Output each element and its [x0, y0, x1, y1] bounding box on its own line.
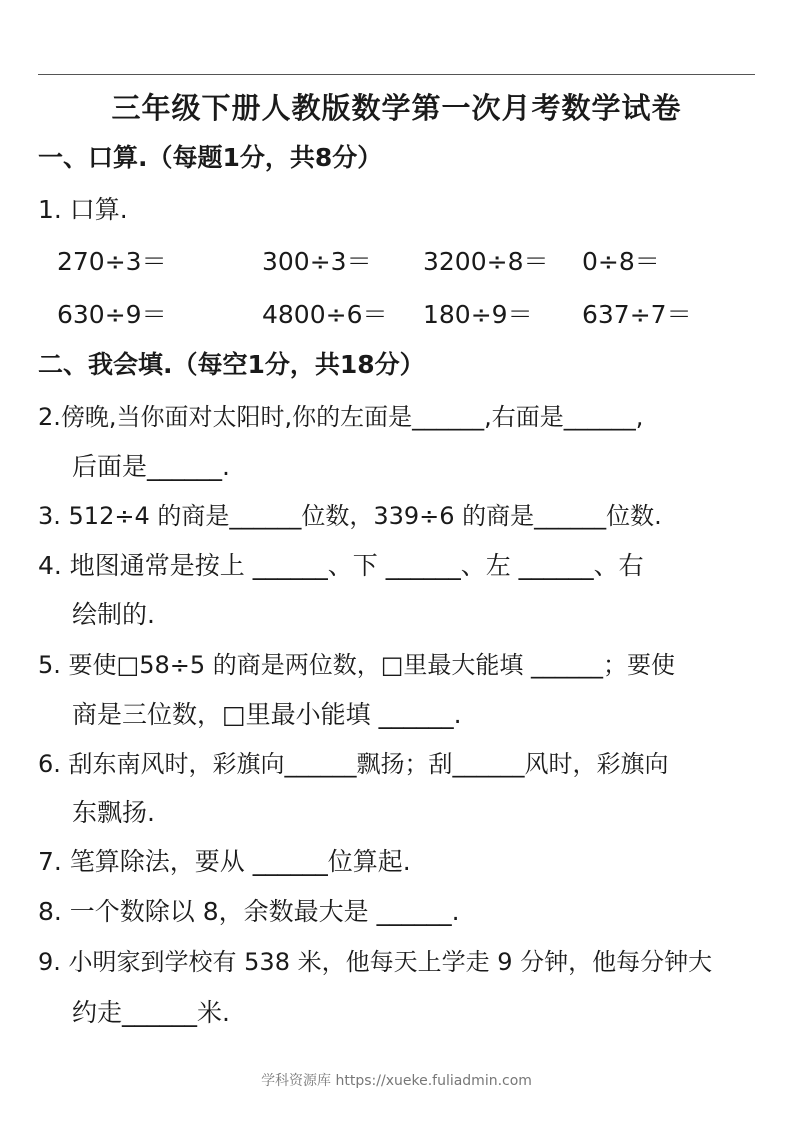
- question-4-line-1: 4. 地图通常是按上 ______、下 ______、左 ______、右: [38, 551, 644, 580]
- question-5-line-1: 5. 要使□58÷5 的商是两位数，□里最大能填 ______；要使: [38, 651, 676, 679]
- calc-item: 3200÷8＝: [423, 247, 549, 276]
- question-8: 8. 一个数除以 8，余数最大是 ______.: [38, 897, 460, 926]
- calc-item: 0÷8＝: [582, 247, 660, 276]
- question-7: 7. 笔算除法，要从 ______位算起.: [38, 847, 411, 876]
- question-9-line-2: 约走______米.: [72, 998, 230, 1027]
- question-2-line-1: 2.傍晚,当你面对太阳时,你的左面是______,右面是______,: [38, 403, 644, 431]
- question-4-line-2: 绘制的.: [72, 600, 155, 629]
- calc-item: 270÷3＝: [57, 247, 167, 276]
- question-6-line-1: 6. 刮东南风时，彩旗向______飘扬；刮______风时，彩旗向: [38, 750, 669, 778]
- question-3: 3. 512÷4 的商是______位数，339÷6 的商是______位数.: [38, 502, 662, 530]
- top-divider: [38, 74, 755, 75]
- calc-item: 637÷7＝: [582, 300, 692, 329]
- question-6-line-2: 东飘扬.: [72, 798, 155, 827]
- question-1-label: 1. 口算.: [38, 195, 128, 224]
- calc-item: 630÷9＝: [57, 300, 167, 329]
- calc-item: 180÷9＝: [423, 300, 533, 329]
- calc-item: 300÷3＝: [262, 247, 372, 276]
- page-title: 三年级下册人教版数学第一次月考数学试卷: [111, 91, 682, 125]
- section-2-heading: 二、我会填.（每空1分，共18分）: [38, 350, 425, 379]
- question-5-line-2: 商是三位数，□里最小能填 ______.: [72, 700, 462, 729]
- section-1-heading: 一、口算.（每题1分，共8分）: [38, 143, 383, 172]
- footer-watermark: 学科资源库 https://xueke.fuliadmin.com: [261, 1073, 532, 1089]
- question-2-line-2: 后面是______.: [72, 452, 230, 481]
- calc-item: 4800÷6＝: [262, 300, 388, 329]
- question-9-line-1: 9. 小明家到学校有 538 米，他每天上学走 9 分钟，他每分钟大: [38, 948, 713, 976]
